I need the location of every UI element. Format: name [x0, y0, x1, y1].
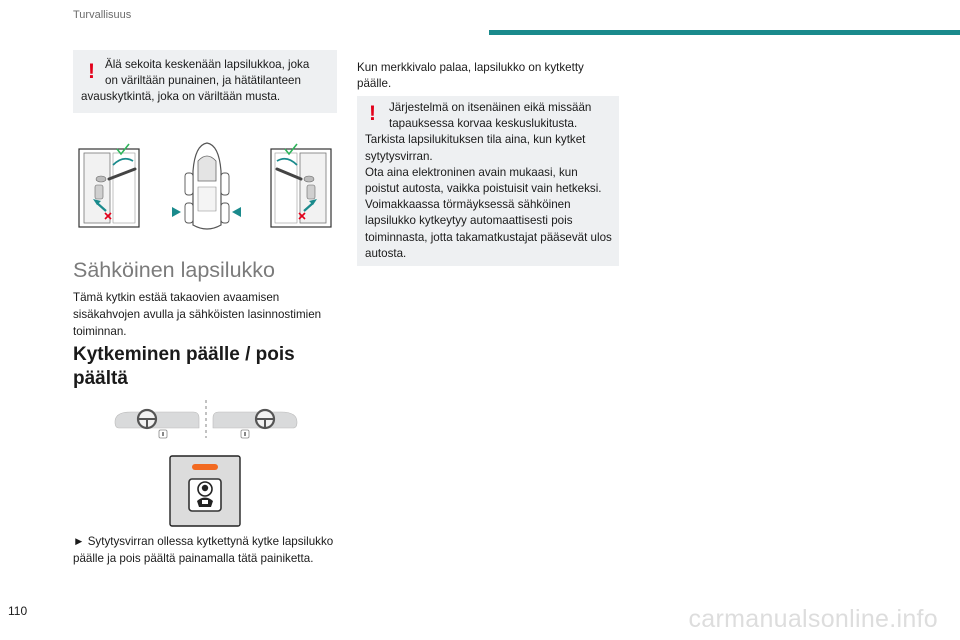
electric-child-lock-description: Tämä kytkin estää takaovien avaamisen sisäkahvojen avulla ja sähköisten lasinnostimien toiminnan. — [73, 291, 322, 338]
indicator-status-text: Kun merkkivalo palaa, lapsilukko on kytketty päälle. — [357, 61, 584, 91]
child-lock-door-figure — [73, 135, 337, 240]
warning-box-mix — [73, 50, 337, 113]
electric-child-lock-heading: Sähköinen lapsilukko — [73, 258, 275, 282]
switching-heading: Kytkeminen päälle / pois päältä — [73, 344, 295, 389]
indicator-light — [192, 464, 218, 470]
child-lock-button-figure — [169, 455, 241, 527]
page-number: 110 — [8, 604, 28, 618]
warning-line-3: avauskytkintä, joka on väriltään musta. — [81, 90, 281, 104]
exclamation-icon: ! — [369, 102, 376, 125]
watermark: carmanualsonline.info — [688, 605, 938, 633]
switching-instruction: ► Sytytysvirran ollessa kytkettynä kytke lapsilukko päälle ja pois päältä painamalla tätä painiketta. — [73, 535, 334, 565]
dashboard-location-figure — [113, 398, 299, 440]
warning-box-system — [357, 96, 619, 266]
warning-line-2: on väriltään punainen, ja hätätilanteen — [105, 74, 301, 88]
exclamation-icon: ! — [88, 60, 95, 83]
warning-line-1: Järjestelmä on itsenäinen eikä missään — [389, 101, 592, 114]
warning-line-2: tapauksessa korvaa keskuslukitusta. — [389, 117, 578, 131]
warning-line-1: Älä sekoita keskenään lapsilukkoa, joka — [105, 58, 310, 71]
warning-body: Tarkista lapsilukituksen tila aina, kun kytket sytytysvirran. Ota aina elektroninen avain mukaasi, kun poistut autosta, vaikka poistuisit vain hetkeksi. Voimakkaassa törmäyksessä sähköinen lapsilukko kytkeytyy automaattisesti pois toiminnasta, jotta takamatkustajat pääsevät ulos autosta. — [365, 133, 612, 260]
section-title: Turvallisuus — [73, 9, 132, 21]
header-accent-bar — [489, 30, 960, 35]
